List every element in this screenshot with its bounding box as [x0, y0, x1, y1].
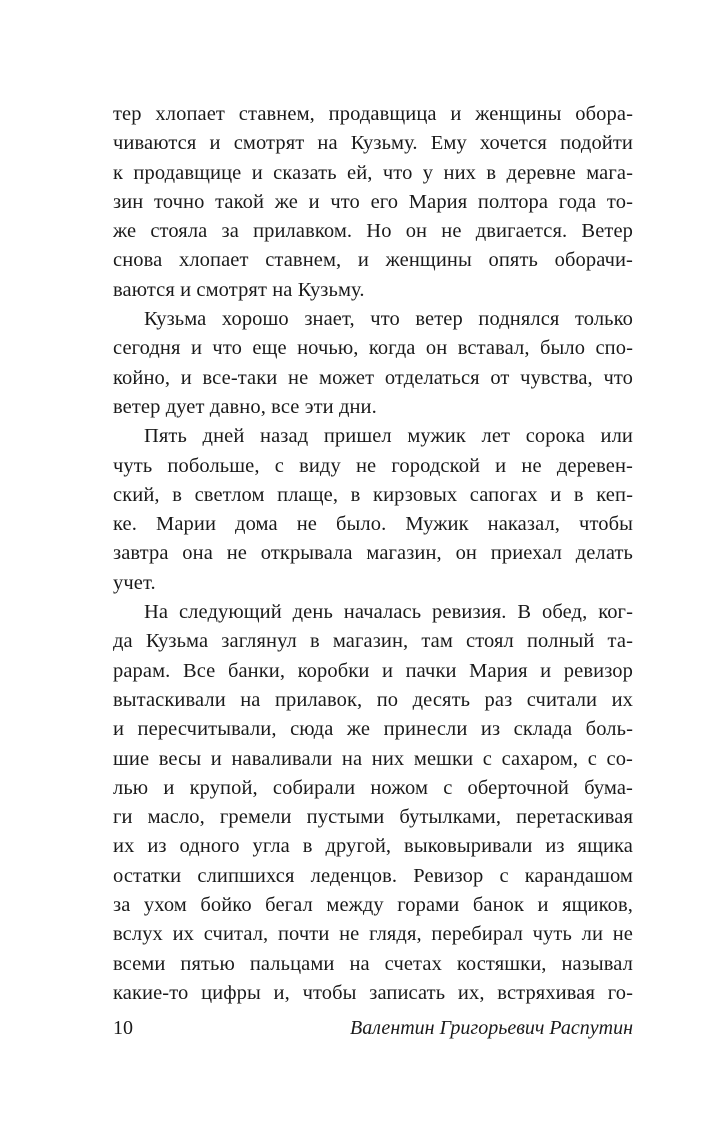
text-line: за ухом бойко бегал между горами банок и ящиков,: [113, 894, 633, 917]
text-line: рарам. Все банки, коробки и пачки Мария и ревизор: [113, 659, 633, 682]
text-line: зин точно такой же и что его Мария полтора года то-: [113, 190, 633, 213]
text-line: же стояла за прилавком. Но он не двигается. Ветер: [113, 220, 633, 243]
body-text: [113, 100, 633, 1008]
page-footer: [113, 1014, 633, 1042]
text-line: Кузьма хорошо знает, что ветер поднялся только: [144, 308, 633, 331]
text-line: Пять дней назад пришел мужик лет сорока или: [144, 425, 633, 448]
text-line: На следующий день началась ревизия. В обед, ког-: [144, 601, 633, 624]
text-line: ке. Марии дома не было. Мужик наказал, чтобы: [113, 513, 633, 536]
text-line: и пересчитывали, сюда же принесли из склада боль-: [113, 718, 633, 741]
page-number: 10: [113, 1017, 133, 1039]
text-line: ваются и смотрят на Кузьму.: [113, 278, 365, 301]
text-line: снова хлопает ставнем, и женщины опять оборачи-: [113, 249, 633, 272]
text-line: какие-то цифры и, чтобы записать их, встряхивая го-: [113, 981, 633, 1004]
text-line: койно, и все-таки не может отделаться от чувства, что: [113, 366, 633, 389]
text-line: остатки слипшихся леденцов. Ревизор с карандашом: [113, 864, 633, 887]
text-line: ветер дует давно, все эти дни.: [113, 395, 377, 418]
text-line: да Кузьма заглянул в магазин, там стоял полный та-: [113, 630, 633, 653]
text-line: всеми пятью пальцами на счетах костяшки, называл: [113, 952, 633, 975]
text-line: ги масло, гремели пустыми бутылками, перетаскивая: [113, 806, 633, 829]
text-line: к продавщице и сказать ей, что у них в деревне мага-: [113, 161, 633, 184]
text-line: чиваются и смотрят на Кузьму. Ему хочется подойти: [113, 132, 633, 155]
text-line: лью и крупой, собирали ножом с оберточной бума-: [113, 776, 633, 799]
text-line: вытаскивали на прилавок, по десять раз считали их: [113, 688, 633, 711]
text-line: тер хлопает ставнем, продавщица и женщины обора-: [113, 103, 633, 125]
text-line: завтра она не открывала магазин, он приехал делать: [113, 542, 633, 565]
text-line: шие весы и наваливали на них мешки с сахаром, с со-: [113, 747, 633, 770]
text-line: учет.: [113, 571, 156, 594]
running-author: Валентин Григорьевич Распутин: [350, 1017, 633, 1039]
text-line: их из одного угла в другой, выковыривали из ящика: [113, 835, 633, 858]
text-line: чуть побольше, с виду не городской и не деревен-: [113, 454, 633, 477]
text-line: ский, в светлом плаще, в кирзовых сапогах и в кеп-: [113, 483, 633, 506]
text-line: сегодня и что еще ночью, когда он вставал, было спо-: [113, 337, 633, 360]
text-line: вслух их считал, почти не глядя, перебирал чуть ли не: [113, 923, 633, 946]
